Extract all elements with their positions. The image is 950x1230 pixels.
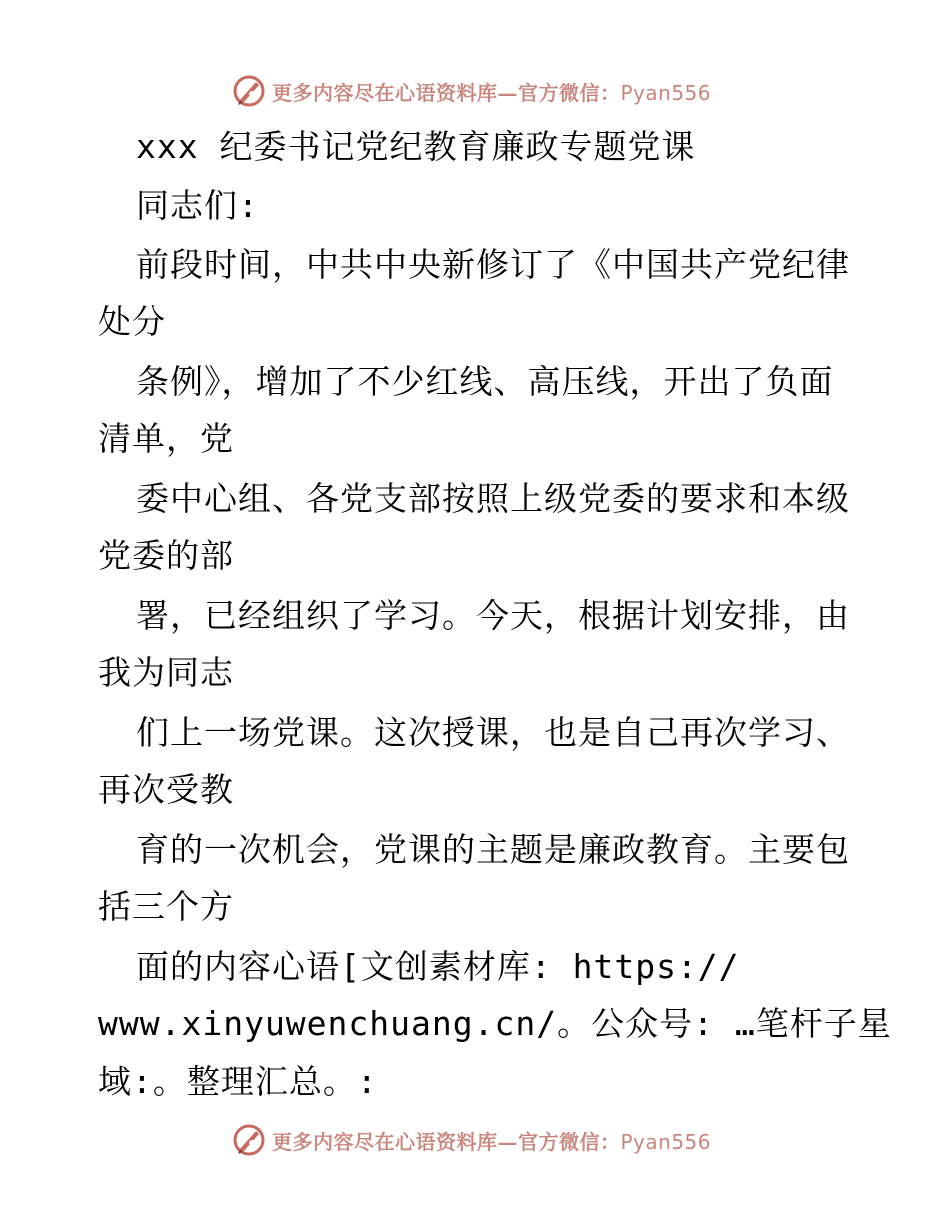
- body-line: 面的内容心语[文创素材库: https://: [136, 947, 740, 986]
- pen-logo-icon: [232, 1123, 266, 1157]
- body-line: 党委的部: [98, 536, 234, 575]
- body-line: 再次受教: [98, 770, 234, 809]
- pen-logo-icon: [232, 74, 266, 108]
- footer-watermark: [232, 1120, 711, 1160]
- wechat-id: Pyan556: [620, 80, 712, 105]
- body-line: www.xinyuwenchuang.cn/。公众号: …笔杆子星: [98, 1004, 892, 1043]
- header-watermark: [232, 71, 711, 111]
- wechat-id: Pyan556: [620, 1129, 712, 1154]
- body-line: 条例》，增加了不少红线、高压线，开出了负面: [136, 362, 834, 401]
- body-line: 我为同志: [98, 653, 234, 692]
- body-line: 清单，党: [98, 419, 234, 458]
- body-line: 育的一次机会，党课的主题是廉政教育。主要包: [136, 830, 850, 869]
- body-line: 括三个方: [98, 887, 234, 926]
- document-title: xxx 纪委书记党纪教育廉政专题党课: [136, 127, 696, 166]
- body-line: 域:。整理汇总。:: [98, 1062, 378, 1101]
- body-line: 署，已经组织了学习。今天，根据计划安排，由: [136, 596, 850, 635]
- watermark-text: 更多内容尽在心语资料库—官方微信：Pyan556: [272, 1129, 712, 1154]
- body-line: 委中心组、各党支部按照上级党委的要求和本级: [136, 479, 850, 518]
- body-line: 们上一场党课。这次授课，也是自己再次学习、: [136, 713, 850, 752]
- body-line: 前段时间，中共中央新修订了《中国共产党纪律: [136, 245, 850, 284]
- watermark-text: 更多内容尽在心语资料库—官方微信：Pyan556: [272, 80, 712, 105]
- salutation: 同志们:: [136, 186, 259, 225]
- body-line: 处分: [98, 302, 166, 341]
